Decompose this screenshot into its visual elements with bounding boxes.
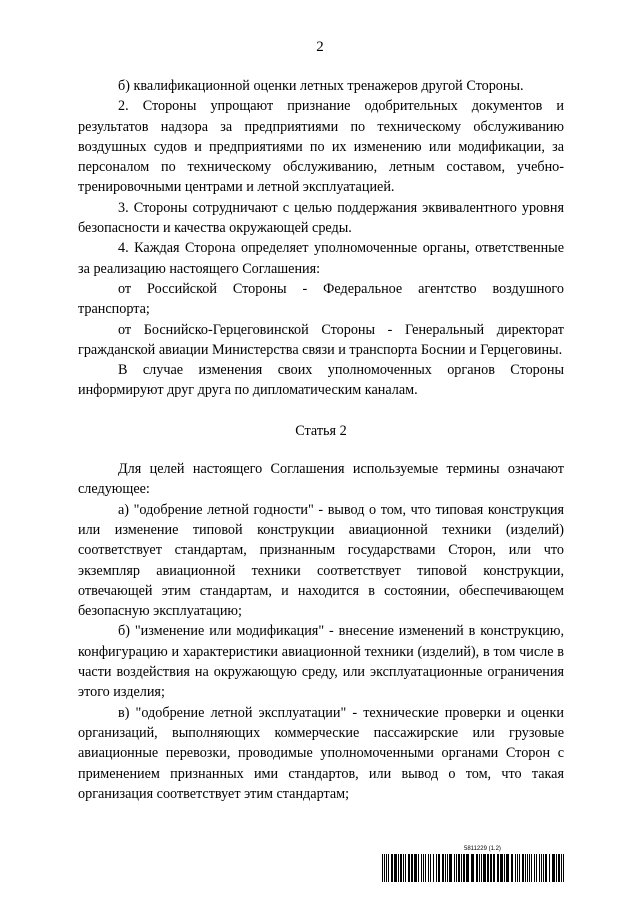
article-heading: Статья 2 [295, 422, 347, 439]
paragraph: от Боснийско-Герцеговинской Стороны - Генеральный директорат гражданской авиации Министерства связи и транспорта Боснии и Герцеговины. [78, 321, 564, 358]
document-body [78, 76, 564, 804]
barcode-icon [382, 854, 566, 882]
paragraph: в) "одобрение летной эксплуатации" - технические проверки и оценки организаций, выполняющих коммерческие пассажирские или грузовые авиационные перевозки, проводимые уполномоченными органами Сторон с применением признанных ими стандартов, или вывод о том, что такая организация соответствует этим стандартам; [78, 704, 564, 802]
paragraph: В случае изменения своих уполномоченных органов Стороны информируют друг друга по дипломатическим каналам. [78, 362, 564, 399]
paragraph: 4. Каждая Сторона определяет уполномоченные органы, ответственные за реализацию настоящего Соглашения: [78, 240, 564, 277]
paragraph: Для целей настоящего Соглашения используемые термины означают следующее: [78, 461, 564, 498]
paragraph: б) квалификационной оценки летных тренажеров другой Стороны. [118, 78, 524, 94]
paragraph: б) "изменение или модификация" - внесение изменений в конструкцию, конфигурацию и характеристики авиационной техники (изделий), в том числе в части воздействия на окружающую среду, или эксплуатационные ограничения этого изделия; [78, 623, 564, 701]
paragraph: 3. Стороны сотрудничают с целью поддержания эквивалентного уровня безопасности и качества окружающей среды. [78, 199, 564, 237]
barcode-block [382, 846, 566, 882]
paragraph: 2. Стороны упрощают признание одобрительных документов и результатов надзора за предприятиями по техническому обслуживанию воздушных судов и предприятиями по их изменению или модификации, за персоналом по техническому обслуживанию, летным составом, учебно-тренировочными центрами и летной эксплуатацией. [78, 98, 564, 196]
page-number: 2 [316, 39, 324, 55]
barcode-label: 5811229 (1.2) [464, 846, 501, 852]
paragraph: а) "одобрение летной годности" - вывод о том, что типовая конструкция или изменение типовой конструкции авиационной техники (изделий) соответствует стандартам, признанным государствами Сторон, или что экземпляр авиационной техники соответствует типовой конструкции, отвечающей этим стандартам, и находится в состоянии, обеспечивающем безопасную эксплуатацию; [78, 501, 564, 620]
paragraph: от Российской Стороны - Федеральное агентство воздушного транспорта; [78, 280, 564, 318]
